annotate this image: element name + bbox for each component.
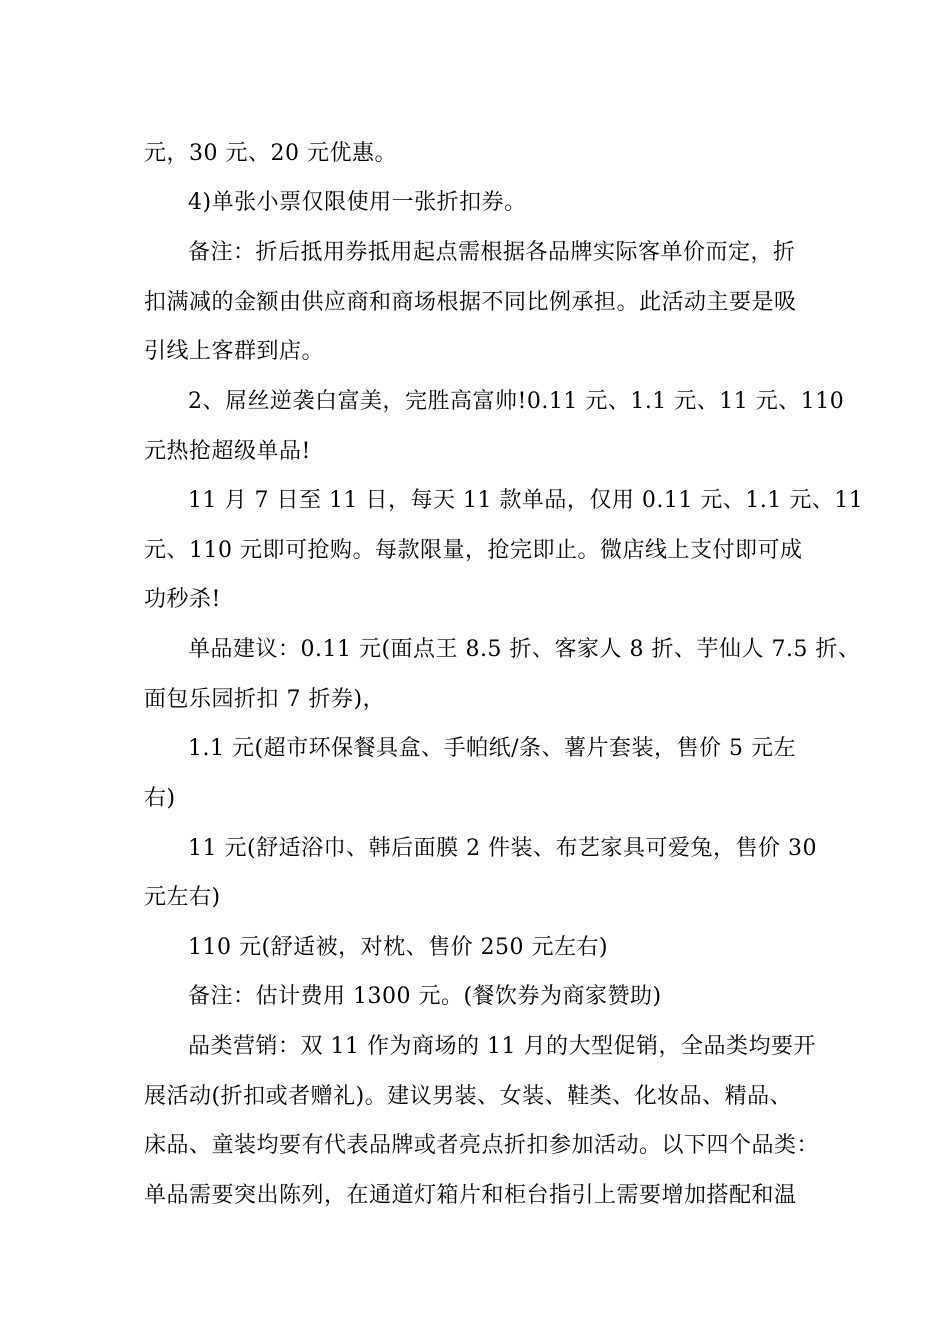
text-line: 2、屌丝逆袭白富美，完胜高富帅!0.11 元、1.1 元、11 元、110 xyxy=(188,389,845,414)
text-line: 元、110 元即可抢购。每款限量，抢完即止。微店线上支付即可成 xyxy=(144,538,803,563)
text-line: 品类营销：双 11 作为商场的 11 月的大型促销，全品类均要开 xyxy=(188,1034,816,1059)
text-line: 面包乐园折扣 7 折券)， xyxy=(144,687,386,712)
text-line: 元，30 元、20 元优惠。 xyxy=(144,141,397,166)
text-line: 单品需要突出陈列，在通道灯箱片和柜台指引上需要增加搭配和温 xyxy=(144,1183,797,1208)
text-line: 110 元(舒适被，对枕、售价 250 元左右) xyxy=(188,935,609,960)
text-line: 展活动(折扣或者赠礼)。建议男装、女装、鞋类、化妆品、精品、 xyxy=(144,1084,793,1109)
text-line: 元热抢超级单品! xyxy=(144,439,311,464)
text-line: 功秒杀! xyxy=(144,587,221,612)
text-line: 扣满减的金额由供应商和商场根据不同比例承担。此活动主要是吸 xyxy=(144,290,797,315)
text-line: 4)单张小票仅限使用一张折扣券。 xyxy=(188,190,527,215)
text-line: 单品建议：0.11 元(面点王 8.5 折、客家人 8 折、芋仙人 7.5 折、 xyxy=(188,637,861,662)
text-line: 备注：折后抵用券抵用起点需根据各品牌实际客单价而定，折 xyxy=(188,240,796,265)
text-line: 11 月 7 日至 11 日，每天 11 款单品，仅用 0.11 元、1.1 元、11 xyxy=(188,488,864,513)
text-line: 11 元(舒适浴巾、韩后面膜 2 件装、布艺家具可爱兔，售价 30 xyxy=(188,836,818,861)
text-line: 床品、童装均要有代表品牌或者亮点折扣参加活动。以下四个品类： xyxy=(144,1133,820,1158)
text-line: 1.1 元(超市环保餐具盒、手帕纸/条、薯片套装，售价 5 元左 xyxy=(188,736,796,761)
text-line: 备注：估计费用 1300 元。(餐饮券为商家赞助) xyxy=(188,984,662,1009)
text-line: 右) xyxy=(144,786,176,811)
text-line: 元左右) xyxy=(144,885,221,910)
text-line: 引线上客群到店。 xyxy=(144,339,325,364)
